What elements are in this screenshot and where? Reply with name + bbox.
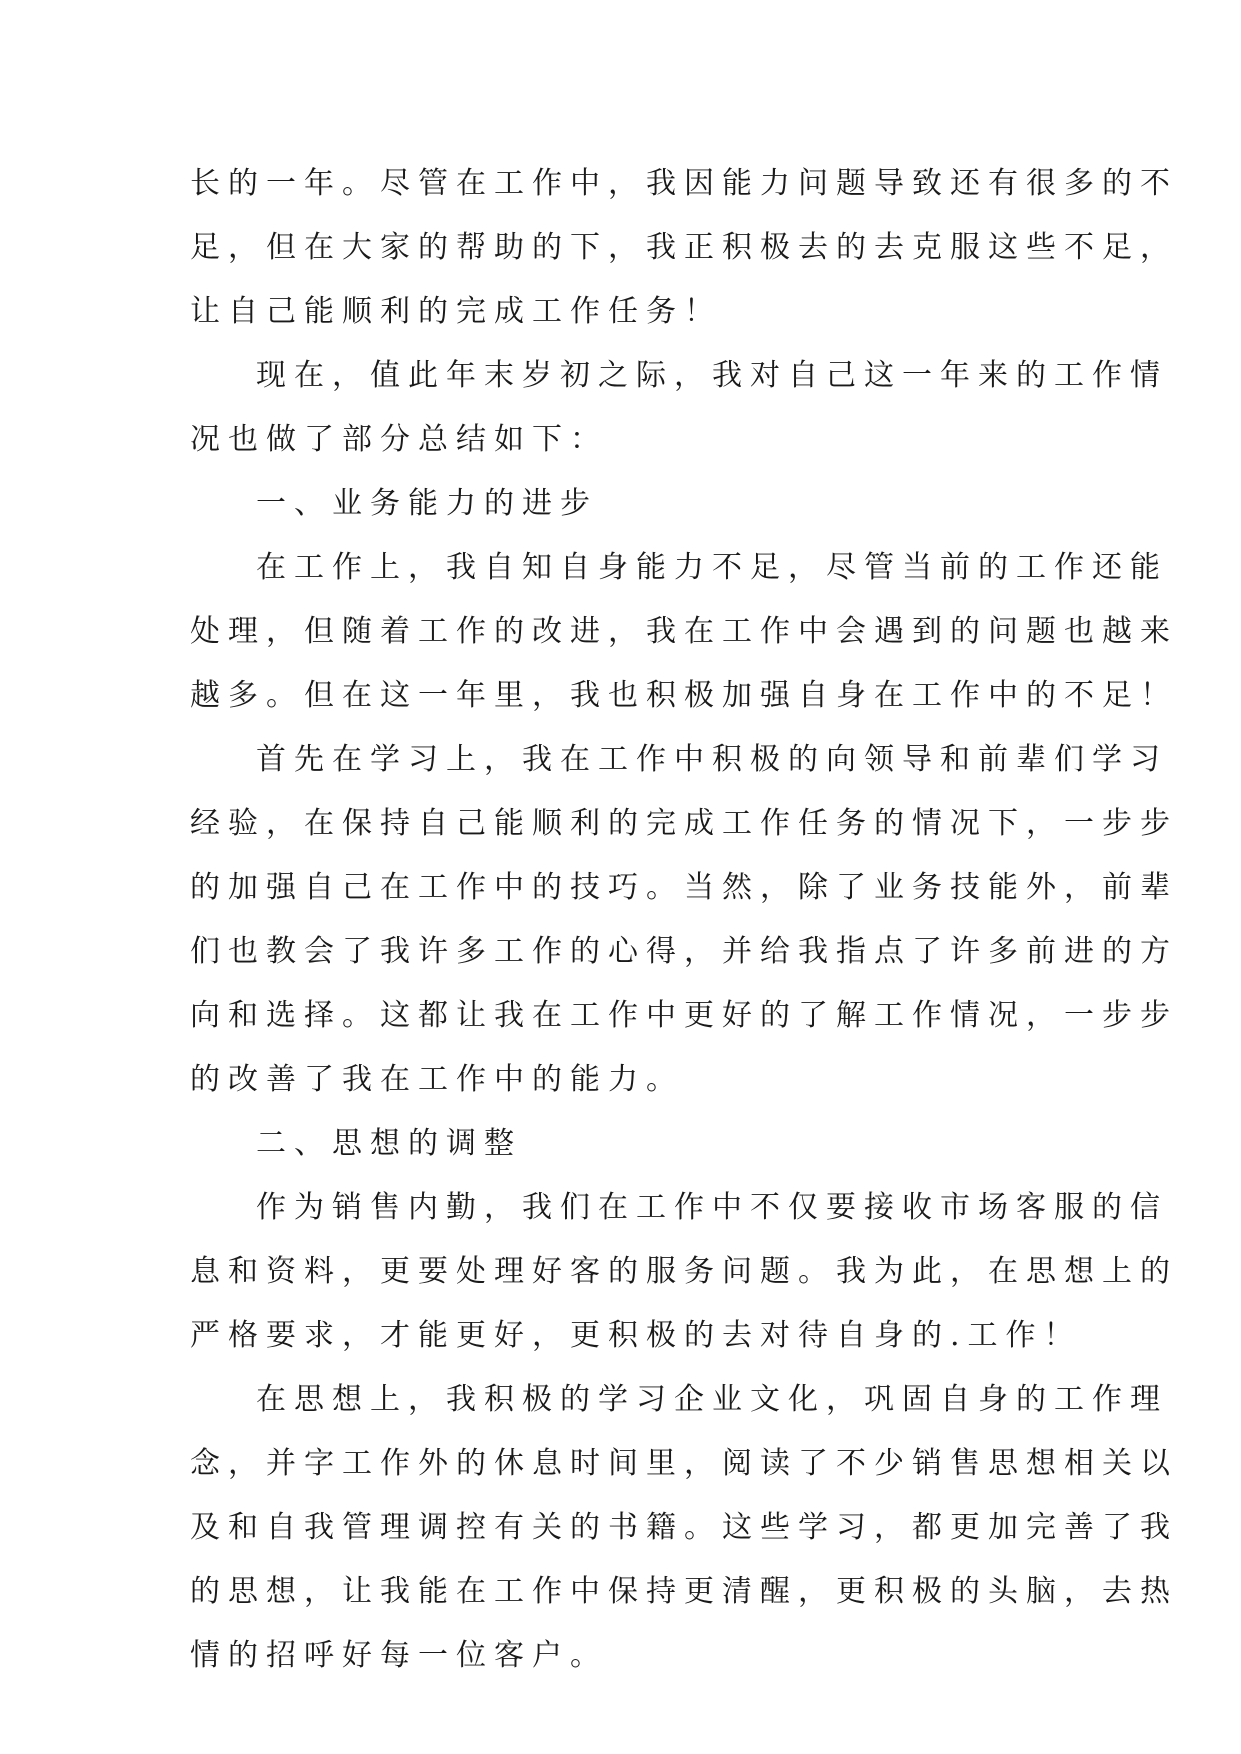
text-line: 的改善了我在工作中的能力。 (190, 1062, 684, 1097)
text-line: 二、思想的调整 (256, 1126, 522, 1161)
text-line: 一、业务能力的进步 (256, 486, 598, 521)
text-line: 况也做了部分总结如下： (190, 422, 608, 457)
text-line: 现在，值此年末岁初之际，我对自己这一年来的工作情 (256, 358, 1168, 393)
text-line: 越多。但在这一年里，我也积极加强自身在工作中的不足！ (190, 678, 1178, 713)
text-line: 的加强自己在工作中的技巧。当然，除了业务技能外，前辈 (190, 870, 1178, 905)
text-line: 让自己能顺利的完成工作任务！ (190, 294, 722, 329)
text-line: 长的一年。尽管在工作中，我因能力问题导致还有很多的不 (190, 166, 1178, 201)
text-line: 作为销售内勤，我们在工作中不仅要接收市场客服的信 (256, 1190, 1168, 1225)
text-line: 们也教会了我许多工作的心得，并给我指点了许多前进的方 (190, 934, 1178, 969)
text-line: 在思想上，我积极的学习企业文化，巩固自身的工作理 (256, 1382, 1168, 1417)
text-line: 在工作上，我自知自身能力不足，尽管当前的工作还能 (256, 550, 1168, 585)
text-line: 向和选择。这都让我在工作中更好的了解工作情况，一步步 (190, 998, 1178, 1033)
text-line: 首先在学习上，我在工作中积极的向领导和前辈们学习 (256, 742, 1168, 777)
text-line: 经验，在保持自己能顺利的完成工作任务的情况下，一步步 (190, 806, 1178, 841)
text-line: 念，并字工作外的休息时间里，阅读了不少销售思想相关以 (190, 1446, 1178, 1481)
text-line: 情的招呼好每一位客户。 (190, 1638, 608, 1673)
document-body (190, 152, 1178, 1688)
text-line: 的思想，让我能在工作中保持更清醒，更积极的头脑，去热 (190, 1574, 1178, 1609)
text-line: 息和资料，更要处理好客的服务问题。我为此，在思想上的 (190, 1254, 1178, 1289)
text-line: 处理，但随着工作的改进，我在工作中会遇到的问题也越来 (190, 614, 1178, 649)
text-line: 足，但在大家的帮助的下，我正积极去的去克服这些不足， (190, 230, 1178, 265)
text-line: 及和自我管理调控有关的书籍。这些学习，都更加完善了我 (190, 1510, 1178, 1545)
text-line: 严格要求，才能更好，更积极的去对待自身的.工作！ (190, 1318, 1082, 1353)
